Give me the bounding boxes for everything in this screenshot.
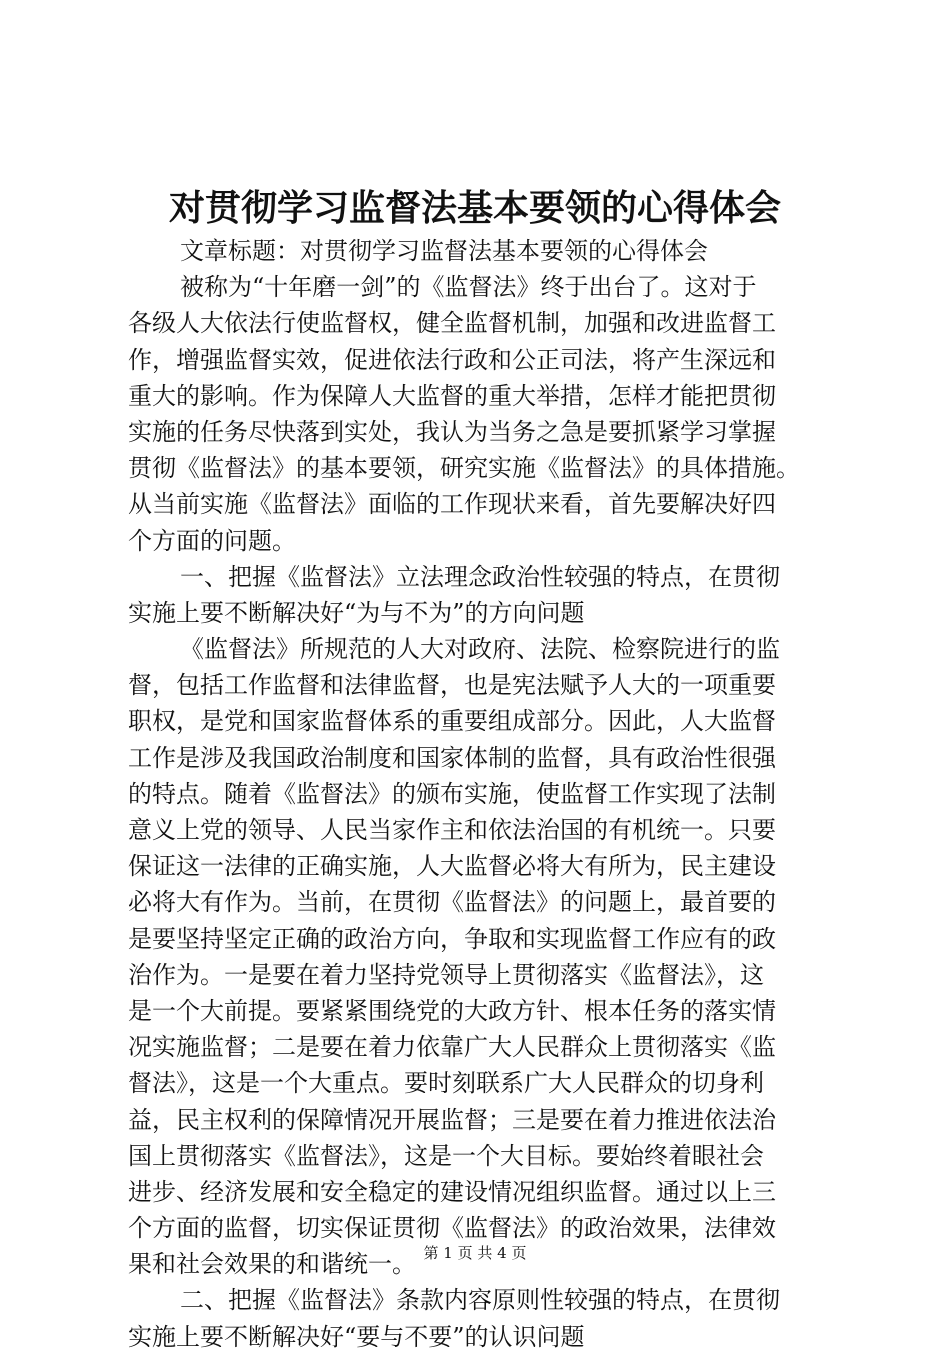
document-body — [128, 233, 838, 1355]
text-line: 个方面的问题。 — [128, 526, 296, 555]
text-line: 果和社会效果的和谐统一。 — [128, 1250, 416, 1279]
text-line: 是要坚持坚定正确的政治方向，争取和实现监督工作应有的政 — [128, 924, 776, 953]
text-line: 况实施监督；二是要在着力依靠广大人民群众上贯彻落实《监 — [128, 1033, 776, 1062]
text-line: 保证这一法律的正确实施，人大监督必将大有所为，民主建设 — [128, 852, 776, 881]
text-line: 从当前实施《监督法》面临的工作现状来看，首先要解决好四 — [128, 490, 776, 519]
text-line: 二、把握《监督法》条款内容原则性较强的特点，在贯彻 — [180, 1286, 780, 1315]
text-line: 个方面的监督，切实保证贯彻《监督法》的政治效果，法律效 — [128, 1214, 776, 1243]
page-number-footer: 第 1 页 共 4 页 — [423, 1244, 527, 1262]
text-line: 是一个大前提。要紧紧围绕党的大政方针、根本任务的落实情 — [128, 996, 776, 1025]
text-line: 各级人大依法行使监督权，健全监督机制，加强和改进监督工 — [128, 309, 776, 338]
text-line: 贯彻《监督法》的基本要领，研究实施《监督法》的具体措施。 — [128, 454, 800, 483]
text-line: 《监督法》所规范的人大对政府、法院、检察院进行的监 — [180, 635, 780, 664]
text-line: 治作为。一是要在着力坚持党领导上贯彻落实《监督法》，这 — [128, 960, 764, 989]
text-line: 职权，是党和国家监督体系的重要组成部分。因此，人大监督 — [128, 707, 776, 736]
text-line: 被称为“十年磨一剑”的《监督法》终于出台了。这对于 — [180, 273, 757, 302]
text-line: 必将大有作为。当前，在贯彻《监督法》的问题上，最首要的 — [128, 888, 776, 917]
text-line: 意义上党的领导、人民当家作主和依法治国的有机统一。只要 — [128, 816, 776, 844]
text-line: 工作是涉及我国政治制度和国家体制的监督，具有政治性很强 — [128, 743, 776, 772]
text-line: 一、把握《监督法》立法理念政治性较强的特点，在贯彻 — [180, 562, 780, 591]
text-line: 进步、经济发展和安全稳定的建设情况组织监督。通过以上三 — [128, 1177, 776, 1206]
text-line: 实施上要不断解决好“为与不为”的方向问题 — [128, 598, 585, 627]
text-line: 文章标题：对贯彻学习监督法基本要领的心得体会 — [180, 237, 708, 265]
text-line: 重大的影响。作为保障人大监督的重大举措，怎样才能把贯彻 — [128, 381, 776, 410]
text-line: 实施上要不断解决好“要与不要”的认识问题 — [128, 1322, 585, 1351]
text-line: 国上贯彻落实《监督法》，这是一个大目标。要始终着眼社会 — [128, 1141, 764, 1170]
text-line: 的特点。随着《监督法》的颁布实施，使监督工作实现了法制 — [128, 779, 776, 808]
text-line: 督，包括工作监督和法律监督，也是宪法赋予人大的一项重要 — [128, 671, 776, 700]
text-line: 实施的任务尽快落到实处，我认为当务之急是要抓紧学习掌握 — [128, 417, 776, 446]
text-line: 益，民主权利的保障情况开展监督；三是要在着力推进依法治 — [128, 1105, 776, 1134]
text-line: 作，增强监督实效，促进依法行政和公正司法，将产生深远和 — [128, 345, 776, 374]
text-line: 督法》，这是一个大重点。要时刻联系广大人民群众的切身利 — [128, 1069, 764, 1098]
document-title: 对贯彻学习监督法基本要领的心得体会 — [168, 187, 781, 229]
